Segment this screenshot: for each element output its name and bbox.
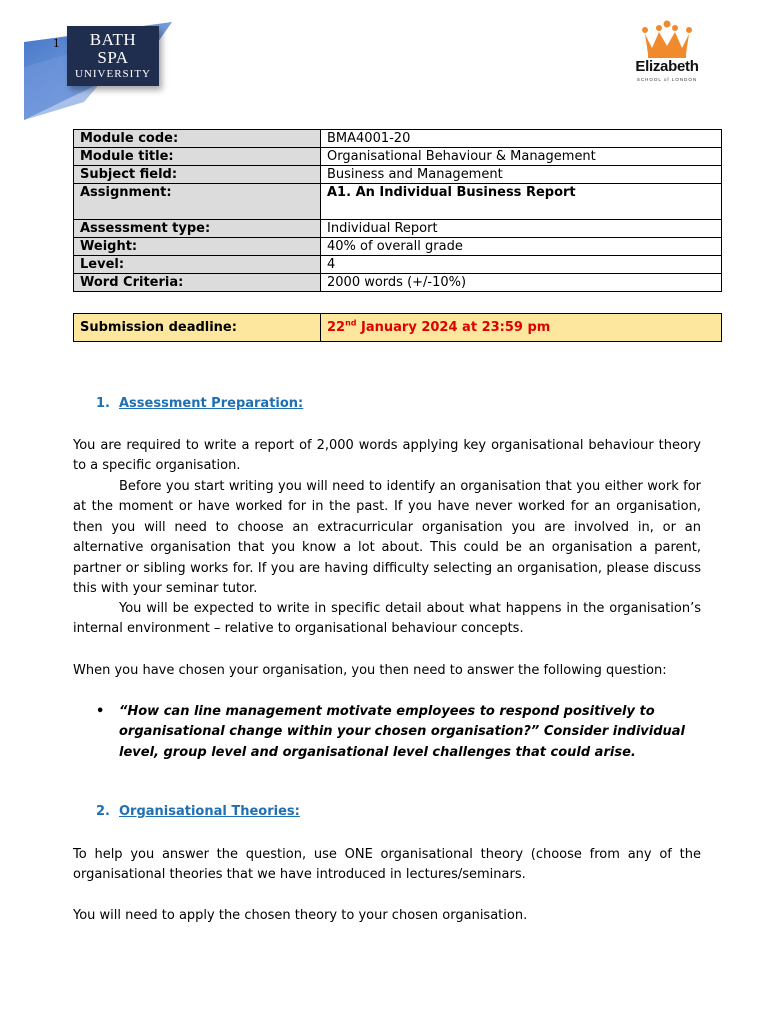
submission-deadline-value bbox=[321, 314, 722, 342]
page-number: 1 bbox=[53, 35, 60, 50]
level-label: Level: bbox=[74, 256, 321, 274]
table-row bbox=[74, 238, 722, 256]
assessment-type-value: Individual Report bbox=[321, 220, 722, 238]
section-2-paragraph-1: To help you answer the question, use ONE organisational theory (choose from any of the organisational theories that we have introduced in lectures/seminars. bbox=[73, 847, 701, 883]
section-1-paragraph-2: Before you start writing you will need to identify an organisation that you either work for at the moment or have worked for in the past. If you have never worked for an organisation, then you will need to choose an extracurricular organisation you are involved in, or an alternative organisation that you know a lot about. This could be an organisation a parent, partner or sibling works for. If you are having difficulty selecting an organisation, please discuss this with your seminar tutor. bbox=[73, 479, 701, 597]
deadline-day: 22 bbox=[327, 320, 346, 335]
module-title-value: Organisational Behaviour & Management bbox=[321, 148, 722, 166]
subject-field-label: Subject field: bbox=[74, 166, 321, 184]
section-1-number: 1. bbox=[96, 396, 110, 411]
table-row bbox=[74, 256, 722, 274]
section-1-paragraph-3: You will be expected to write in specific detail about what happens in the organisation’s internal environment – relative to organisational behaviour concepts. bbox=[73, 601, 701, 637]
word-criteria-label: Word Criteria: bbox=[74, 274, 321, 292]
weight-value: 40% of overall grade bbox=[321, 238, 722, 256]
module-code-label: Module code: bbox=[74, 130, 321, 148]
level-value: 4 bbox=[321, 256, 722, 274]
section-1-title: Assessment Preparation: bbox=[119, 396, 304, 411]
assignment-value: A1. An Individual Business Report bbox=[321, 184, 722, 220]
submission-deadline-table bbox=[73, 313, 722, 342]
bsu-logo-line3: UNIVERSITY bbox=[75, 68, 151, 80]
section-2-paragraph-2: You will need to apply the chosen theory to your chosen organisation. bbox=[73, 908, 528, 923]
module-code-value: BMA4001-20 bbox=[321, 130, 722, 148]
table-row bbox=[74, 314, 722, 342]
section-2-heading bbox=[96, 804, 300, 819]
elizabeth-logo-name: Elizabeth bbox=[635, 58, 699, 75]
crown-icon bbox=[642, 20, 692, 58]
elizabeth-school-logo bbox=[626, 20, 708, 90]
table-row bbox=[74, 184, 722, 220]
table-row bbox=[74, 130, 722, 148]
question-text: “How can line management motivate employees to respond positively to organisational change within your chosen organisation?” Consider individual level, group level and organisational level challenges that could arise. bbox=[119, 704, 685, 760]
assessment-type-label: Assessment type: bbox=[74, 220, 321, 238]
bsu-logo-line1: BATH bbox=[89, 30, 137, 49]
bath-spa-university-logo bbox=[67, 26, 159, 86]
table-row bbox=[74, 274, 722, 292]
table-row bbox=[74, 166, 722, 184]
assignment-label: Assignment: bbox=[74, 184, 321, 220]
elizabeth-logo-subtitle: SCHOOL of LONDON bbox=[636, 77, 698, 82]
subject-field-value: Business and Management bbox=[321, 166, 722, 184]
module-info-table bbox=[73, 129, 722, 292]
word-criteria-value: 2000 words (+/-10%) bbox=[321, 274, 722, 292]
table-row bbox=[74, 220, 722, 238]
section-1-heading bbox=[96, 396, 303, 411]
bullet-symbol: • bbox=[96, 704, 105, 719]
table-row bbox=[74, 148, 722, 166]
section-2-title: Organisational Theories: bbox=[119, 804, 300, 819]
section-1-paragraph-4: When you have chosen your organisation, you then need to answer the following question: bbox=[73, 663, 667, 678]
section-1-paragraph-1: You are required to write a report of 2,000 words applying key organisational behaviour theory to a specific organisation. bbox=[73, 438, 701, 474]
submission-deadline-label: Submission deadline: bbox=[74, 314, 321, 342]
deadline-rest: January 2024 at 23:59 pm bbox=[356, 320, 551, 335]
weight-label: Weight: bbox=[74, 238, 321, 256]
deadline-day-suffix: nd bbox=[345, 318, 357, 328]
module-title-label: Module title: bbox=[74, 148, 321, 166]
section-2-number: 2. bbox=[96, 804, 110, 819]
bsu-logo-line2: SPA bbox=[97, 48, 129, 67]
